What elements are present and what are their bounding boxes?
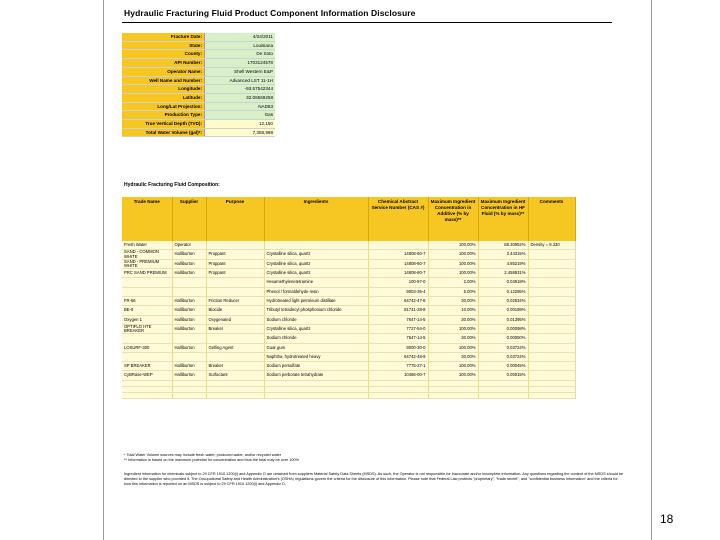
table-row [122, 259, 575, 268]
trade-name-cell: OPTIFLO HTE BREAKER [122, 324, 172, 333]
comment-cell [528, 343, 575, 352]
supplier-cell: Halliburton [172, 269, 206, 278]
disclosure-document [103, 0, 652, 540]
column-header: Ingredients [264, 197, 368, 241]
max-additive-cell: 100.00% [428, 250, 478, 259]
ingredient-cell: Crystalline silica, quartz [264, 269, 368, 278]
max-hf-cell: 0.00199% [478, 306, 528, 315]
table-row [122, 278, 575, 287]
max-hf-cell: 0.00098% [478, 324, 528, 333]
max-additive-cell: 100.00% [428, 362, 478, 371]
ingredient-cell: Sodium persulfate [264, 362, 368, 371]
info-row [122, 85, 275, 94]
comment-cell: Density = 8.330 [528, 241, 575, 250]
table-row [122, 250, 575, 259]
max-additive-cell: 100.00% [428, 241, 478, 250]
max-hf-cell: 0.00015% [478, 371, 528, 380]
well-info-table [122, 33, 275, 137]
max-hf-cell: 0.00045% [478, 362, 528, 371]
info-row [122, 128, 275, 137]
comment-cell [528, 306, 575, 315]
max-additive-cell: 30.00% [428, 352, 478, 361]
empty-row [122, 392, 575, 398]
trade-name-cell: FR-66 [122, 297, 172, 306]
max-hf-cell: 0.12295% [478, 287, 528, 296]
purpose-cell [206, 278, 264, 287]
purpose-cell: Friction Reducer [206, 297, 264, 306]
cas-cell: 14808-60-7 [368, 250, 428, 259]
info-value: 1703124578 [205, 59, 276, 68]
ingredient-cell: Tributyl tetradecyl phosphonium chloride [264, 306, 368, 315]
comment-cell [528, 250, 575, 259]
table-row [122, 362, 575, 371]
supplier-cell: Halliburton [172, 371, 206, 380]
purpose-cell: Oxygenated [206, 315, 264, 324]
info-label: Production Type: [122, 111, 205, 120]
info-label: Well Name and Number: [122, 76, 205, 85]
cas-cell: 14808-60-7 [368, 259, 428, 268]
comment-cell [528, 334, 575, 343]
cas-cell: 14808-60-7 [368, 269, 428, 278]
supplier-cell: Halliburton [172, 297, 206, 306]
info-row [122, 93, 275, 102]
cas-cell [368, 241, 428, 250]
max-additive-cell: 30.00% [428, 315, 478, 324]
info-value: Gas [205, 111, 276, 120]
cas-cell: 7647-14-5 [368, 315, 428, 324]
info-row [122, 50, 275, 59]
supplier-cell: Halliburton [172, 343, 206, 352]
footnotes [124, 453, 624, 487]
ingredient-cell: Hexamethylenetetramine [264, 278, 368, 287]
document-title: Hydraulic Fracturing Fluid Product Component Information Disclosure [124, 8, 416, 18]
supplier-cell [172, 278, 206, 287]
trade-name-cell: SAND - COMMON WHITE [122, 250, 172, 259]
column-header: Supplier [172, 197, 206, 241]
info-label: Total Water Volume (gal)*: [122, 128, 205, 137]
cas-cell: 64742-47-8 [368, 297, 428, 306]
purpose-cell: Breaker [206, 324, 264, 333]
max-additive-cell: 30.00% [428, 297, 478, 306]
purpose-cell: Proppant [206, 250, 264, 259]
info-row [122, 111, 275, 120]
supplier-cell: Halliburton [172, 324, 206, 333]
max-hf-cell: 0.01395% [478, 315, 528, 324]
ingredient-cell: Crystalline silica, quartz [264, 324, 368, 333]
info-row [122, 33, 275, 41]
max-additive-cell: 100.00% [428, 324, 478, 333]
info-row [122, 102, 275, 111]
column-header: Chemical Abstract Service Number (CAS #) [368, 197, 428, 241]
max-hf-cell: 0.03724% [478, 343, 528, 352]
max-additive-cell: 5.00% [428, 287, 478, 296]
cas-cell: 7647-14-5 [368, 334, 428, 343]
ingredient-cell: Guar gum [264, 343, 368, 352]
info-value: 7,358,988 [205, 128, 276, 137]
info-value: NAD83 [205, 102, 276, 111]
trade-name-cell: BE-9 [122, 306, 172, 315]
comment-cell [528, 371, 575, 380]
max-hf-cell: 2.458931% [478, 269, 528, 278]
footnote-max-concentration: ** Information is based on the maximum potential for concentration and thus the total may be over 100% [124, 458, 299, 462]
trade-name-cell [122, 287, 172, 296]
purpose-cell [206, 241, 264, 250]
info-value: De Soto [205, 50, 276, 59]
max-hf-cell: 0.03724% [478, 352, 528, 361]
supplier-cell: Halliburton [172, 315, 206, 324]
cas-cell: 10486-00-7 [368, 371, 428, 380]
info-value: Advanced LST 11-1H [205, 76, 276, 85]
empty-cell [172, 392, 206, 398]
info-value: 4/24/2011 [205, 33, 276, 41]
cas-cell: 9000-30-0 [368, 343, 428, 352]
cas-cell: 64742-48-9 [368, 352, 428, 361]
info-row [122, 67, 275, 76]
comment-cell [528, 278, 575, 287]
max-additive-cell: 100.00% [428, 343, 478, 352]
info-label: Fracture Date: [122, 33, 205, 41]
trade-name-cell [122, 334, 172, 343]
page-number: 18 [660, 512, 674, 526]
supplier-cell: Halliburton [172, 362, 206, 371]
max-additive-cell: 100.00% [428, 259, 478, 268]
max-hf-cell: 3.44315% [478, 250, 528, 259]
info-value: -93.57542344 [205, 85, 276, 94]
column-header: Trade Name [122, 197, 172, 241]
ingredient-cell [264, 241, 368, 250]
info-label: Latitude: [122, 93, 205, 102]
trade-name-cell [122, 278, 172, 287]
trade-name-cell: SAND - PREMIUM WHITE [122, 259, 172, 268]
supplier-cell: Operator [172, 241, 206, 250]
trade-name-cell: Fresh Water [122, 241, 172, 250]
comment-cell [528, 269, 575, 278]
purpose-cell: Breaker [206, 362, 264, 371]
supplier-cell [172, 352, 206, 361]
supplier-cell: Halliburton [172, 250, 206, 259]
max-hf-cell: 4.85219% [478, 259, 528, 268]
max-additive-cell: 100.00% [428, 371, 478, 380]
info-label: True Vertical Depth (TVD): [122, 120, 205, 129]
ingredient-cell: Hydrotreated light petroleum distillate [264, 297, 368, 306]
table-row [122, 269, 575, 278]
purpose-cell [206, 352, 264, 361]
purpose-cell: Surfactant [206, 371, 264, 380]
table-row [122, 343, 575, 352]
empty-cell [528, 392, 575, 398]
info-label: County: [122, 50, 205, 59]
table-row [122, 334, 575, 343]
info-label: Long/Lat Projection: [122, 102, 205, 111]
max-additive-cell: 30.00% [428, 334, 478, 343]
empty-cell [206, 392, 264, 398]
info-row [122, 120, 275, 129]
comment-cell [528, 259, 575, 268]
trade-name-cell: SP BREAKER [122, 362, 172, 371]
purpose-cell: Biocide [206, 306, 264, 315]
cas-cell: 7775-27-1 [368, 362, 428, 371]
ingredient-cell: Crystalline silica, quartz [264, 250, 368, 259]
supplier-cell [172, 334, 206, 343]
info-label: Longitude: [122, 85, 205, 94]
comment-cell [528, 362, 575, 371]
trade-name-cell [122, 352, 172, 361]
trade-name-cell: LOSURF-300 [122, 343, 172, 352]
comment-cell [528, 315, 575, 324]
cas-cell: 7727-54-0 [368, 324, 428, 333]
supplier-cell: Halliburton [172, 306, 206, 315]
ingredient-cell: Phenol / formaldehyde resin [264, 287, 368, 296]
table-row [122, 352, 575, 361]
cas-cell: 81741-28-8 [368, 306, 428, 315]
info-row [122, 76, 275, 85]
empty-cell [428, 392, 478, 398]
composition-title: Hydraulic Fracturing Fluid Composition: [124, 182, 220, 188]
ingredient-cell: Sodium perborate tetrahydrate [264, 371, 368, 380]
empty-cell [122, 392, 172, 398]
ingredient-cell: Crystalline silica, quartz [264, 259, 368, 268]
max-hf-cell: 0.00050% [478, 334, 528, 343]
table-row [122, 297, 575, 306]
comment-cell [528, 352, 575, 361]
cas-cell: 100-97-0 [368, 278, 428, 287]
ingredient-cell: Naphtha, hydrotreated heavy [264, 352, 368, 361]
info-value: 32.06569258 [205, 93, 276, 102]
info-value: 12,150 [205, 120, 276, 129]
column-header: Maximum Ingredient Concentration in HF Fluid (% by mass)** [478, 197, 528, 241]
table-row [122, 324, 575, 333]
column-header: Maximum Ingredient Concentration in Additive (% by mass)** [428, 197, 478, 241]
comment-cell [528, 324, 575, 333]
table-row [122, 287, 575, 296]
info-label: Operator Name: [122, 67, 205, 76]
purpose-cell: Proppant [206, 269, 264, 278]
max-additive-cell: 2.00% [428, 278, 478, 287]
info-label: State: [122, 41, 205, 50]
table-row [122, 371, 575, 380]
ingredient-cell: Sodium chloride [264, 334, 368, 343]
supplier-cell: Halliburton [172, 259, 206, 268]
comment-cell [528, 297, 575, 306]
empty-cell [368, 392, 428, 398]
max-additive-cell: 10.00% [428, 306, 478, 315]
max-additive-cell: 100.00% [428, 269, 478, 278]
purpose-cell: Proppant [206, 259, 264, 268]
trade-name-cell: PRC SAND PREMIUM [122, 269, 172, 278]
msds-disclaimer: Ingredient information for chemicals subject to 29 CFR 1910.1200(i) and Appendix D are obtained from suppliers Material Safety Data Sheets (MSDS). As such, the Operator is not responsible for inaccurate and/or incomplete information. Any questions regarding the content of the MSDS should be directed to the supplier who provided it. The Occupational Safety and Health Administration's (OSHA) regulations govern the criteria for the disclosure of this information. Please note that Federal Law protects "proprietary", "trade secret", and "confidential business information" and the criteria for how this information is reported on an MSDS is subject to 29 CFR 1910.1200(i) and Appendix D. [124, 472, 624, 486]
table-row [122, 241, 575, 250]
column-header: Comments [528, 197, 575, 241]
trade-name-cell: Oxygen 1 [122, 315, 172, 324]
max-hf-cell: 0.02534% [478, 297, 528, 306]
info-value: Shell Western E&P [205, 67, 276, 76]
table-row [122, 315, 575, 324]
purpose-cell [206, 334, 264, 343]
info-value: Louisiana [205, 41, 276, 50]
cas-cell: 9003-35-4 [368, 287, 428, 296]
comment-cell [528, 287, 575, 296]
composition-header-row [122, 197, 575, 241]
trade-name-cell: CyBRase-WEP [122, 371, 172, 380]
table-row [122, 306, 575, 315]
purpose-cell [206, 287, 264, 296]
info-row [122, 59, 275, 68]
info-label: API Number: [122, 59, 205, 68]
footnote-water-volume: * Total Water Volume sources may include fresh water, produced water, and/or recycled water [124, 453, 282, 457]
max-hf-cell: 88.30952% [478, 241, 528, 250]
composition-table [122, 197, 576, 399]
column-header: Purpose [206, 197, 264, 241]
ingredient-cell: Sodium chloride [264, 315, 368, 324]
purpose-cell: Gelling Agent [206, 343, 264, 352]
info-row [122, 41, 275, 50]
supplier-cell [172, 287, 206, 296]
empty-cell [478, 392, 528, 398]
max-hf-cell: 0.04918% [478, 278, 528, 287]
title-underline [122, 22, 612, 23]
empty-cell [264, 392, 368, 398]
